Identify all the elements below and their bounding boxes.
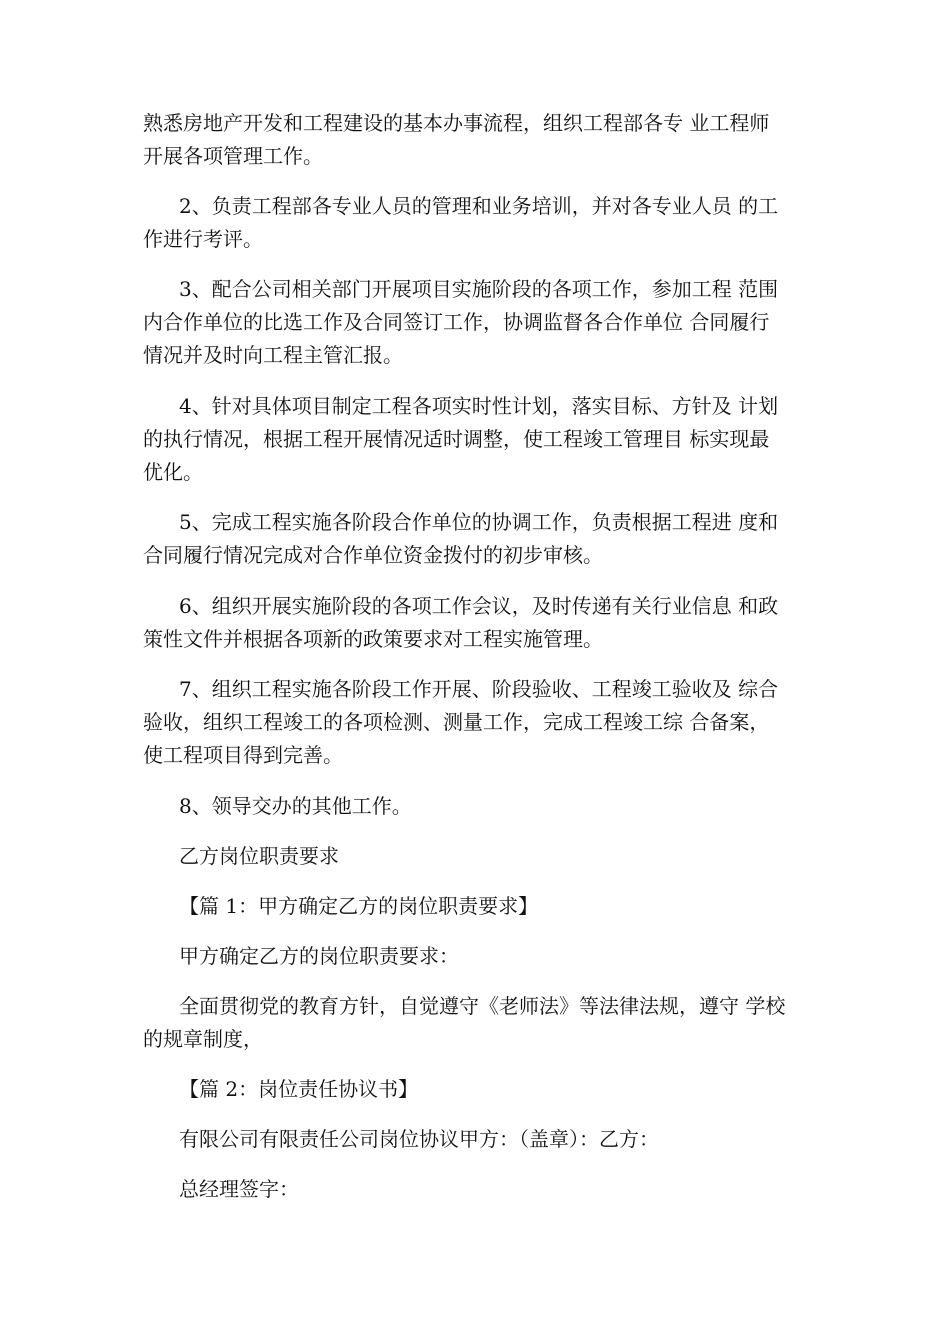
paragraph-requirements [143,990,833,1056]
paragraph-item-2 [143,190,833,256]
text-line: 【篇 1：甲方确定乙方的岗位职责要求】 [179,894,539,918]
text-line: 使工程项目得到完善。 [143,743,343,767]
text-line: 优化。 [143,460,203,484]
text-line: 6、组织开展实施阶段的各项工作会议，及时传递有关行业信息 和政 [179,594,779,618]
text-line: 8、领导交办的其他工作。 [179,794,412,818]
paragraph-intro [143,107,833,173]
paragraph-requirements-intro [143,940,833,973]
text-line: 内合作单位的比选工作及合同签订工作，协调监督各合作单位 合同履行 [143,310,770,334]
text-line: 熟悉房地产开发和工程建设的基本办事流程，组织工程部各专 业工程师 [143,111,770,135]
paragraph-item-5 [143,506,833,572]
text-line: 情况并及时向工程主管汇报。 [143,343,403,367]
text-line: 验收，组织工程竣工的各项检测、测量工作，完成工程竣工综 合备案， [143,710,770,734]
text-line: 全面贯彻党的教育方针，自觉遵守《老师法》等法律法规，遵守 学校 [179,994,786,1018]
text-line: 5、完成工程实施各阶段合作单位的协调工作，负责根据工程进 度和 [179,510,779,534]
text-line: 4、针对具体项目制定工程各项实时性计划，落实目标、方针及 计划 [179,394,779,418]
text-line: 【篇 2：岗位责任协议书】 [179,1077,419,1101]
paragraph-item-4 [143,390,833,489]
paragraph-item-8 [143,790,833,823]
text-line: 的规章制度， [143,1027,263,1051]
text-line: 总经理签字： [179,1177,299,1201]
article-heading-1 [143,890,833,923]
text-line: 有限公司有限责任公司岗位协议甲方：（盖章）：乙方： [179,1127,659,1151]
text-line: 甲方确定乙方的岗位职责要求： [179,944,459,968]
text-line: 作进行考评。 [143,227,263,251]
text-line: 3、配合公司相关部门开展项目实施阶段的各项工作，参加工程 范围 [179,277,779,301]
text-line: 7、组织工程实施各阶段工作开展、阶段验收、工程竣工验收及 综合 [179,677,779,701]
article-heading-2 [143,1073,833,1106]
text-line: 2、负责工程部各专业人员的管理和业务培训，并对各专业人员 的工 [179,194,779,218]
text-line: 合同履行情况完成对合作单位资金拨付的初步审核。 [143,543,603,567]
section-heading [143,840,833,873]
text-line: 开展各项管理工作。 [143,144,323,168]
text-line: 乙方岗位职责要求 [179,844,339,868]
paragraph-signature [143,1173,833,1206]
paragraph-item-7 [143,673,833,772]
paragraph-item-6 [143,590,833,656]
paragraph-agreement-parties [143,1123,833,1156]
text-line: 的执行情况，根据工程开展情况适时调整，使工程竣工管理目 标实现最 [143,427,770,451]
text-line: 策性文件并根据各项新的政策要求对工程实施管理。 [143,627,603,651]
paragraph-item-3 [143,273,833,372]
